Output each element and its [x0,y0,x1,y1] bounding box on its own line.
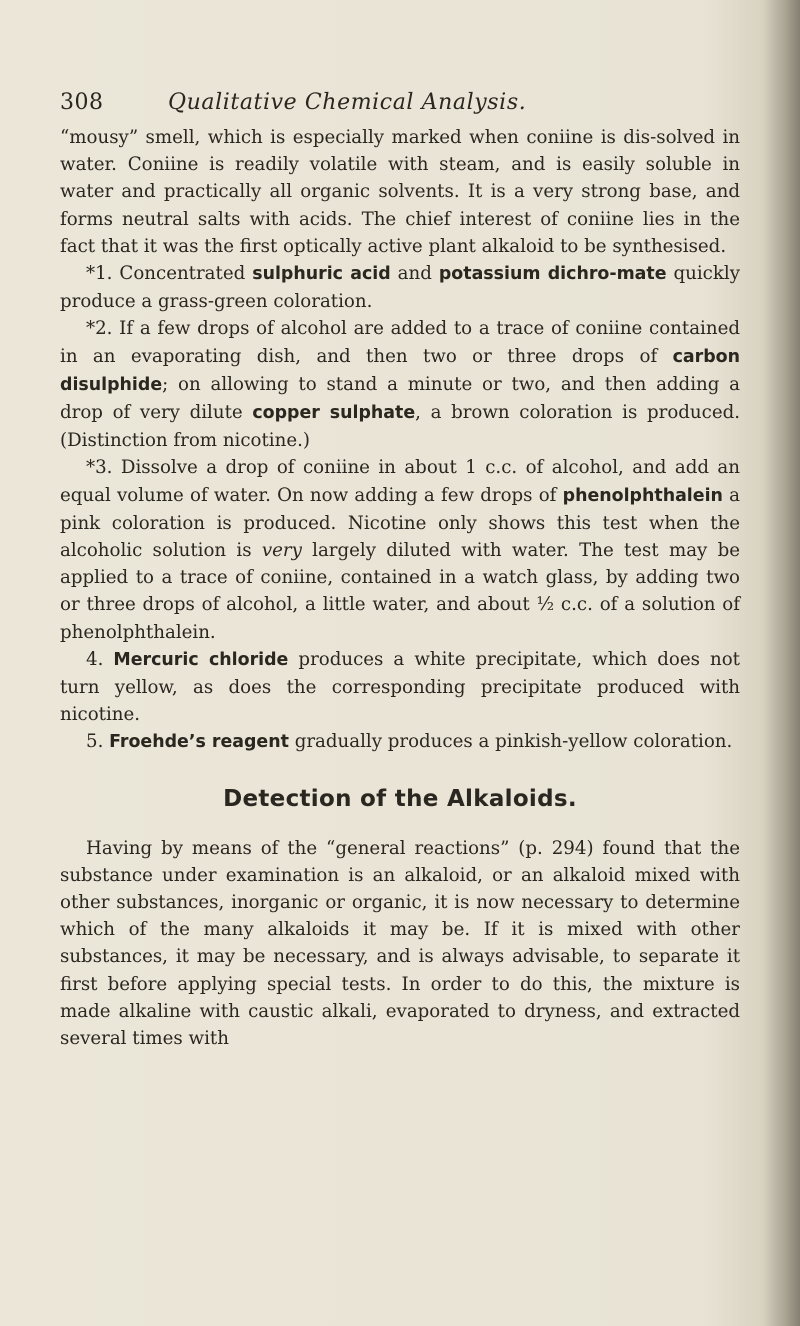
test-2-text: *2. If a few drops of alcohol are added to a trace of coniine contained in an evaporating dish, and then two or three drops of [60,318,740,367]
test-3-text-b: a pink coloration is produced. Nicotine only shows this test when the alcoholic solution is [60,484,740,562]
test-1-text: *1. Concentrated [86,263,253,285]
reagent-phenolphthalein: phenolphthalein [562,485,723,506]
test-4-text: 4. [86,648,114,670]
paragraph-coniine-intro: “mousy” smell, which is especially marked when coniine is dis-solved in water. Coniine is readily volatile with steam, and is easily soluble in water and practically all organic solvents. It is a very strong base, and forms neutral salts with acids. The chief interest of coniine lies in the fact that it was the first optically active plant alkaloid to be synthesised. [60,127,740,257]
test-5 [60,728,740,756]
test-1-text-b: and [390,263,439,285]
page-header [60,90,760,124]
reagent-copper-sulphate: copper sulphate [252,403,416,424]
test-1 [60,260,740,315]
test-3-text-c: largely diluted with water. The test may be applied to a trace of coniine, contained in a watch glass, by adding two or three drops of alcohol, a little water, and about ½ c.c. of a solution of phenolphthalein. [60,540,740,643]
test-5-text-b: gradually produces a pinkish-yellow coloration. [288,731,733,753]
test-2 [60,315,740,454]
test-1-text-c: quickly produce a grass-green coloration. [60,263,740,313]
reagent-sulphuric-acid: sulphuric acid [252,264,391,285]
page-edge-shadow [764,0,800,1326]
reagent-froehdes: Froehde’s reagent [109,732,289,753]
reagent-mercuric-chloride: Mercuric chloride [113,649,289,670]
paragraph-detection: Having by means of the “general reactions” (p. 294) found that the substance under examination is an alkaloid, or an alkaloid mixed with other substances, inorganic or organic, it is now necessary to determine which of the many alkaloids it may be. If it is mixed with other substances, it may be necessary, and is always advisable, to separate it first before applying special tests. In order to do this, the mixture is made alkaline with caustic alkali, evaporated to dryness, and extracted several times with [60,837,740,1050]
page-body [60,124,740,1052]
test-2-text-b: ; on allowing to stand a minute or two, and then adding a drop of very dilute [60,373,740,424]
section-heading: Detection of the Alkaloids. [223,785,577,812]
emphasis-very: very [261,540,302,562]
page-number: 308 [60,90,104,115]
test-3-text: *3. Dissolve a drop of coniine in about 1 c.c. of alcohol, and add an equal volume of water. On now adding a few drops of [60,457,740,506]
test-5-text: 5. [86,731,110,753]
reagent-potassium-dichromate: potassium dichro-mate [438,264,667,285]
test-4-text-b: produces a white precipitate, which does not turn yellow, as does the corresponding precipitate produced with nicotine. [60,648,740,726]
test-3 [60,454,740,645]
test-4 [60,646,740,729]
test-2-text-c: , a brown coloration is produced. (Distinction from nicotine.) [60,402,741,452]
running-title: Qualitative Chemical Analysis. [168,90,527,115]
reagent-carbon-disulphide: carbon disulphide [60,346,740,395]
